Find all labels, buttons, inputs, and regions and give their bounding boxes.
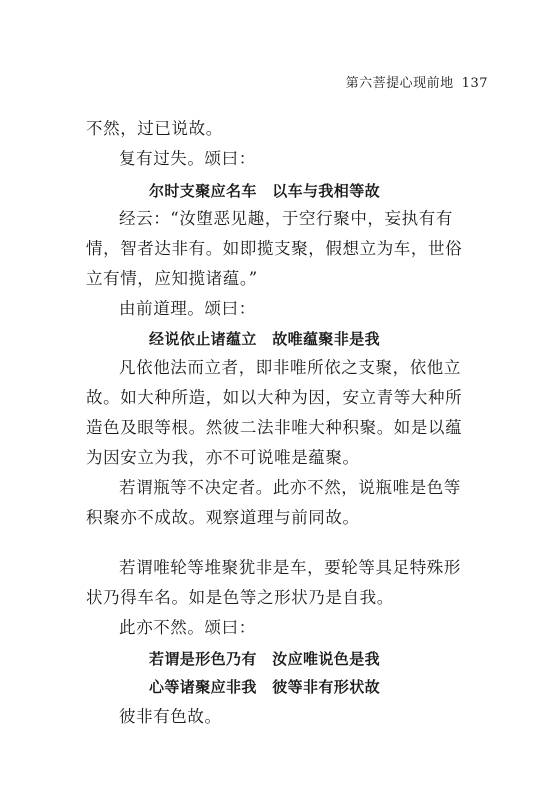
- running-header: [346, 72, 488, 91]
- verse-line: 若谓是形色乃有 汝应唯说色是我: [149, 650, 381, 668]
- paragraph-line: 为因安立为我，亦不可说唯是蕴聚。: [86, 448, 360, 467]
- paragraph-line: 经云：“汝堕恶见趣，于空行聚中，妄执有有: [119, 209, 453, 228]
- paragraph-line: 由前道理。颂曰：: [119, 299, 256, 318]
- chapter-title: 第六菩提心现前地: [345, 76, 454, 91]
- verse-line: 经说依止诸蕴立 故唯蕴聚非是我: [149, 330, 381, 348]
- paragraph-line: 若谓瓶等不决定者。此亦不然，说瓶唯是色等: [119, 478, 461, 497]
- paragraph-line: 凡依他法而立者，即非唯所依之支聚，依他立: [119, 358, 461, 377]
- paragraph-line: 此亦不然。颂曰：: [119, 618, 256, 637]
- paragraph-line: 状乃得车名。如是色等之形状乃是自我。: [86, 588, 394, 607]
- paragraph-line: 彼非有色故。: [119, 707, 222, 726]
- paragraph-line: 复有过失。颂曰：: [119, 149, 256, 168]
- verse-line: 心等诸聚应非我 彼等非有形状故: [149, 678, 381, 696]
- verse-line: 尔时支聚应名车 以车与我相等故: [149, 182, 381, 200]
- paragraph-line: 若谓唯轮等堆聚犹非是车，要轮等具足特殊形: [119, 558, 461, 577]
- paragraph-line: 情，智者达非有。如即揽支聚，假想立为车，世俗: [86, 239, 463, 258]
- paragraph-line: 立有情，应知揽诸蕴。”: [86, 269, 258, 288]
- paragraph-line: 积聚亦不成故。观察道理与前同故。: [86, 508, 360, 527]
- page-number: 137: [461, 76, 488, 91]
- paragraph-line: 造色及眼等根。然彼二法非唯大种积聚。如是以蕴: [86, 418, 463, 437]
- paragraph-line: 不然，过已说故。: [86, 119, 223, 138]
- paragraph-line: 故。如大种所造，如以大种为因，安立青等大种所: [86, 388, 463, 407]
